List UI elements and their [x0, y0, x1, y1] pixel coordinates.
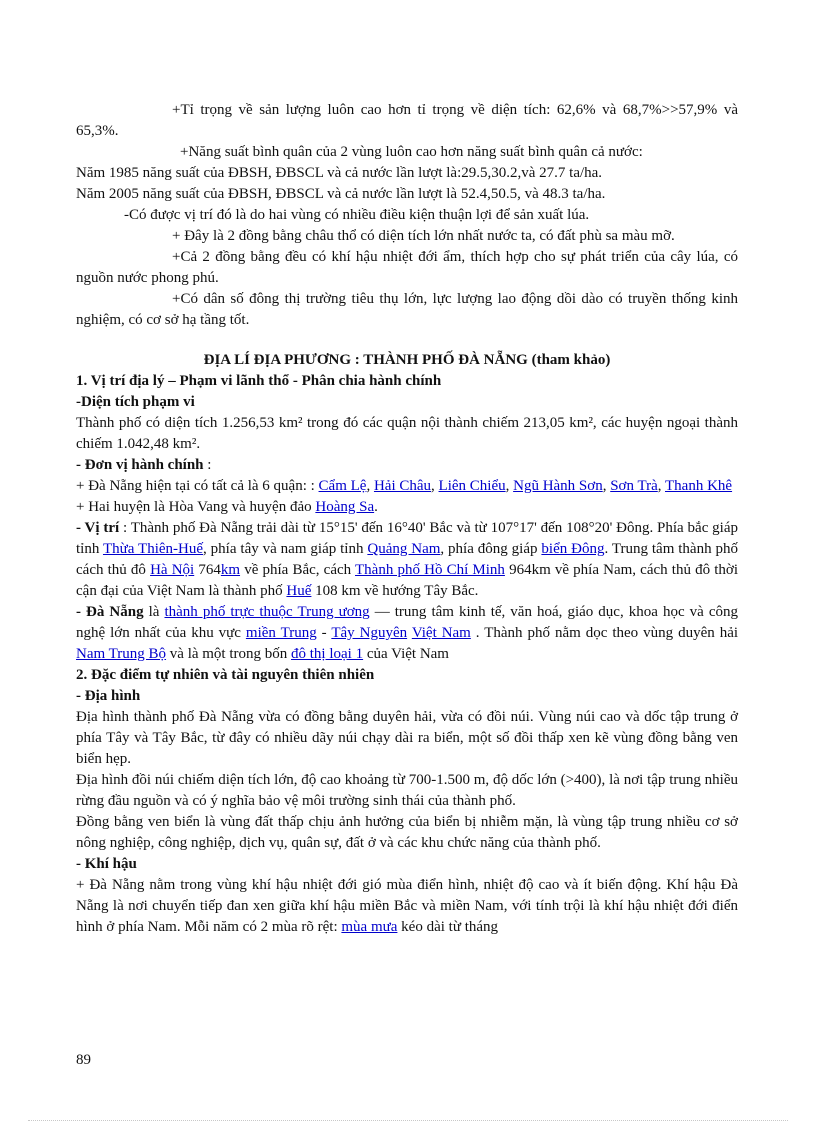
link-quang-nam[interactable]: Quảng Nam: [367, 541, 441, 557]
paragraph: -Có được vị trí đó là do hai vùng có nhiều điều kiện thuận lợi để sản xuất lúa.: [124, 207, 590, 223]
text: : Thành phố Đà Nẵng trải dài từ 15°15' đến 16°40' Bắc và từ 107°17' đến 108°20' Đông. Phía bắc giáp tỉnh: [76, 520, 739, 557]
link-hai-chau[interactable]: Hải Châu: [373, 478, 432, 494]
link-nam-trung-bo[interactable]: Nam Trung Bộ: [76, 646, 167, 662]
link-hue[interactable]: Huế: [286, 583, 312, 599]
link-son-tra[interactable]: Sơn Trà: [610, 478, 658, 494]
text: -: [316, 625, 332, 641]
text: + Hai huyện là Hòa Vang và huyện đảo: [76, 499, 316, 515]
subheading: - Đơn vị hành chính: [76, 457, 204, 473]
paragraph: +Tỉ trọng về sản lượng luôn cao hơn tỉ trọng về diện tích: 62,6% và 68,7%>>57,9% và 65,3%.: [76, 102, 738, 139]
link-mua-mua[interactable]: mùa mưa: [341, 919, 398, 935]
district-list: + Đà Nẵng hiện tại có tất cả là 6 quận: : Cẩm Lệ, Hải Châu, Liên Chiểu, Ngũ Hành Sơn, Sơn Trà, Thanh Khê: [76, 478, 733, 494]
paragraph: Địa hình đồi núi chiếm diện tích lớn, độ cao khoảng từ 700-1.500 m, độ dốc lớn (>400), là nơi tập trung nhiều rừng đầu nguồn và có ý nghĩa bảo vệ môi trường sinh thái của thành phố.: [76, 772, 738, 809]
text: là: [143, 604, 165, 620]
section-title: ĐỊA LÍ ĐỊA PHƯƠNG : THÀNH PHỐ ĐÀ NẴNG (tham khảo): [203, 352, 611, 368]
text: 108 km về hướng Tây Bắc.: [311, 583, 479, 599]
link-km[interactable]: km: [220, 562, 241, 578]
paragraph: + Đây là 2 đồng bằng châu thổ có diện tích lớn nhất nước ta, có đất phù sa màu mỡ.: [172, 228, 675, 244]
text: về phía Bắc, cách: [240, 562, 356, 578]
section-heading: 1. Vị trí địa lý – Phạm vi lãnh thổ - Phân chia hành chính: [76, 373, 442, 389]
link-ha-noi[interactable]: Hà Nội: [150, 562, 195, 578]
paragraph-location: [76, 518, 738, 602]
link-thua-thien-hue[interactable]: Thừa Thiên-Huế: [102, 541, 204, 557]
subheading: -Diện tích phạm vi: [76, 394, 195, 410]
paragraph: Địa hình thành phố Đà Nẵng vừa có đồng bằng duyên hải, vừa có đồi núi. Vùng núi cao và dốc tập trung ở phía Tây và Tây Bắc, từ đây có nhiều dãy núi chạy dài ra biển, một số đồi thấp xen kẽ vùng đồng bằng ven biển hẹp.: [76, 709, 738, 767]
link-bien-dong[interactable]: biển Đông: [541, 541, 605, 557]
paragraph: +Cả 2 đồng bằng đều có khí hậu nhiệt đới ẩm, thích hợp cho sự phát triển của cây lúa, có nguồn nước phong phú.: [76, 249, 738, 286]
subheading: - Địa hình: [76, 688, 141, 704]
paragraph-danang: [76, 602, 738, 665]
text: , phía tây và nam giáp tỉnh: [203, 541, 368, 557]
paragraph: +Năng suất bình quân của 2 vùng luôn cao hơn năng suất bình quân cả nước:: [180, 144, 643, 160]
text: + Đà Nẵng nằm trong vùng khí hậu nhiệt đới gió mùa điển hình, nhiệt độ cao và ít biến động. Khí hậu Đà Nẵng là nơi chuyển tiếp đan xen giữa khí hậu miền Bắc và miền Nam, với tính trội là khí hậu nhiệt đới điển hình ở phía Nam. Mỗi năm có 2 mùa rõ rệt:: [76, 877, 738, 935]
link-thanh-pho-truc-thuoc[interactable]: thành phố trực thuộc Trung ương: [164, 604, 370, 620]
label-location: - Vị trí: [76, 520, 120, 536]
page-number: 89: [76, 1052, 91, 1068]
text: .: [374, 499, 378, 515]
link-mien-trung[interactable]: miền Trung: [245, 625, 317, 641]
text: kéo dài từ tháng: [397, 919, 499, 935]
paragraph: [76, 455, 738, 476]
page-bottom-divider: [28, 1120, 788, 1121]
link-thanh-khe[interactable]: Thanh Khê: [665, 478, 733, 494]
text: . Thành phố nằm dọc theo vùng duyên hải: [470, 625, 739, 641]
paragraph: Đồng bằng ven biển là vùng đất thấp chịu ảnh hưởng của biển bị nhiễm mặn, là vùng tập trung nhiều cơ sở nông nghiệp, công nghiệp, dịch vụ, quân sự, đất ở và các khu chức năng của thành phố.: [76, 814, 738, 851]
text: . Trung tâm thành phố cách thủ đô: [76, 541, 738, 578]
paragraph: Thành phố có diện tích 1.256,53 km² trong đó các quận nội thành chiếm 213,05 km², các huyện ngoại thành chiếm 1.042,48 km².: [76, 415, 738, 452]
text: của Việt Nam: [363, 646, 449, 662]
paragraph-climate: [76, 875, 738, 938]
paragraph: [76, 497, 738, 518]
link-tp-ho-chi-minh[interactable]: Thành phố Hồ Chí Minh: [355, 562, 505, 578]
link-tay-nguyen[interactable]: Tây Nguyên: [331, 625, 408, 641]
paragraph: Năm 2005 năng suất của ĐBSH, ĐBSCL và cả nước lần lượt là 52.4,50.5, và 48.3 ta/ha.: [76, 186, 606, 202]
paragraph: Năm 1985 năng suất của ĐBSH, ĐBSCL và cả nước lần lượt là:29.5,30.2,và 27.7 ta/ha.: [76, 165, 603, 181]
link-viet-nam[interactable]: Việt Nam: [411, 625, 471, 641]
text: + Đà Nẵng hiện tại có tất cả là 6 quận: :: [76, 478, 319, 494]
text: , phía đông giáp: [440, 541, 542, 557]
label-da-nang: - Đà Nẵng: [76, 604, 144, 620]
text: 964km về phía Nam, cách thủ đô thời cận đại của Việt Nam là thành phố: [76, 562, 739, 599]
text: — trung tâm kinh tế, văn hoá, giáo dục, khoa học và công nghệ lớn nhất của khu vực: [76, 604, 738, 641]
document-page: [76, 100, 738, 938]
link-do-thi-loai-1[interactable]: đô thị loại 1: [291, 646, 364, 662]
link-hoang-sa[interactable]: Hoàng Sa: [315, 499, 375, 515]
link-ngu-hanh-son[interactable]: Ngũ Hành Sơn: [513, 478, 603, 494]
text: và là một trong bốn: [166, 646, 292, 662]
paragraph: +Có dân số đông thị trường tiêu thụ lớn, lực lượng lao động dồi dào có truyền thống kinh nghiệm, có cơ sở hạ tầng tốt.: [76, 291, 738, 328]
link-lien-chieu[interactable]: Liên Chiểu: [438, 478, 506, 494]
text: 764: [194, 562, 221, 578]
link-cam-le[interactable]: Cẩm Lệ: [318, 478, 367, 494]
section-heading: 2. Đặc điểm tự nhiên và tài nguyên thiên nhiên: [76, 667, 375, 683]
subheading: - Khí hậu: [76, 856, 137, 872]
text: :: [203, 457, 212, 473]
